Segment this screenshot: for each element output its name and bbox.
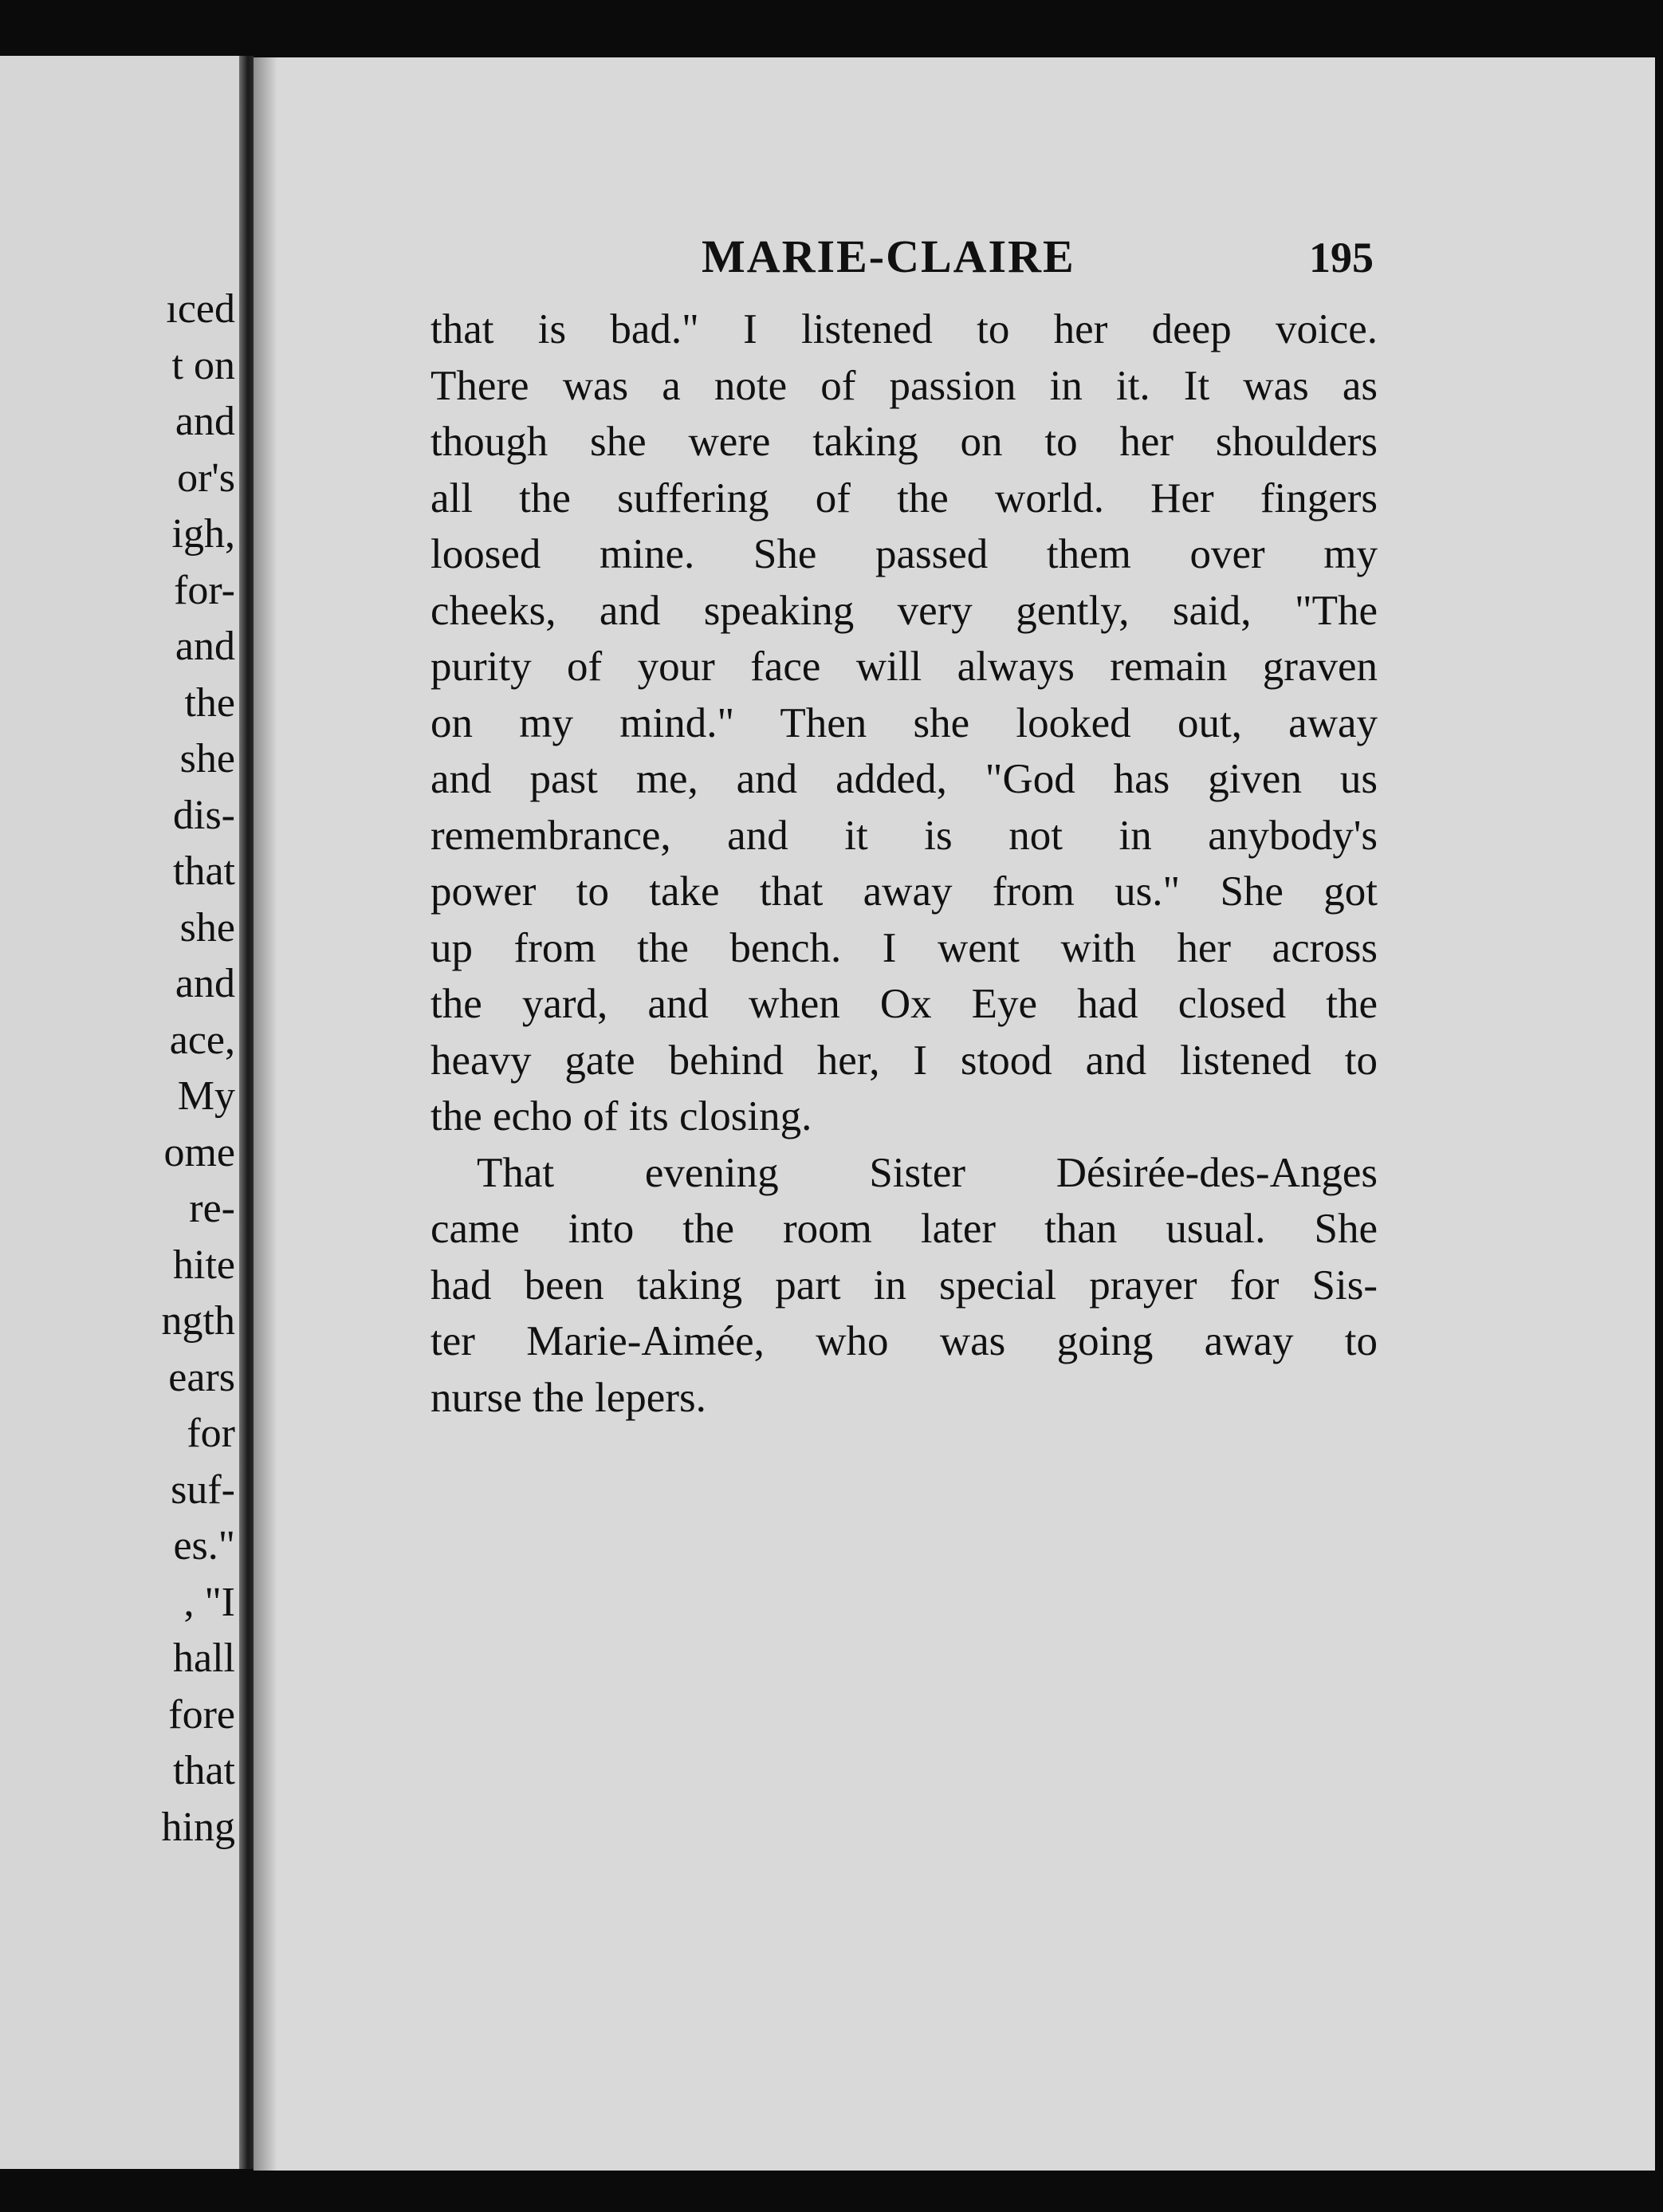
left-page-line: for-	[174, 567, 235, 613]
text-line: came into the room later than usual. She	[430, 1206, 1378, 1252]
text-line: cheeks, and speaking very gently, said, "The	[430, 587, 1378, 634]
left-page-line: ears	[168, 1354, 235, 1400]
text-line: ter Marie-Aimée, who was going away to	[430, 1318, 1378, 1364]
text-line: heavy gate behind her, I stood and listened to	[430, 1037, 1378, 1084]
text-line: nurse the lepers.	[430, 1374, 706, 1421]
left-page-line: dis-	[173, 792, 235, 838]
left-page-line: es."	[173, 1523, 235, 1568]
text-line: on my mind." Then she looked out, away	[430, 699, 1378, 746]
left-page-line: igh,	[171, 511, 235, 557]
text-line: the yard, and when Ox Eye had closed the	[430, 981, 1378, 1027]
left-page-line: re-	[189, 1186, 235, 1231]
left-page-line: My	[177, 1073, 235, 1119]
gutter-shadow	[254, 57, 277, 2171]
left-page-line: hall	[173, 1635, 235, 1681]
text-line: and past me, and added, "God has given us	[430, 756, 1378, 802]
left-page-line: ıced	[166, 286, 235, 332]
left-page-line: fore	[168, 1691, 235, 1738]
left-page-line: the	[184, 679, 235, 726]
left-page-line: she	[179, 736, 235, 781]
left-page-line: ace,	[169, 1017, 235, 1063]
body-text	[430, 301, 1378, 1426]
left-page	[0, 56, 239, 2169]
left-page-line: t on	[171, 342, 235, 388]
text-line: all the suffering of the world. Her fingers	[430, 474, 1378, 522]
left-page-line: and	[175, 961, 235, 1006]
text-line: though she were taking on to her shoulders	[430, 419, 1378, 465]
left-page-line: that	[173, 848, 235, 894]
text-line: power to take that away from us." She got	[430, 868, 1378, 915]
text-line: the echo of its closing.	[430, 1093, 812, 1139]
left-page-line: for	[187, 1411, 235, 1456]
text-line: that is bad." I listened to her deep voice.	[430, 306, 1378, 352]
left-page-line: suf-	[171, 1466, 235, 1513]
text-line: There was a note of passion in it. It was as	[430, 362, 1378, 409]
text-line: purity of your face will always remain graven	[430, 644, 1378, 690]
left-page-line: and	[175, 399, 235, 444]
left-page-line: , "I	[183, 1579, 235, 1625]
text-line: remembrance, and it is not in anybody's	[430, 812, 1378, 859]
paragraph-2	[430, 1145, 1378, 1427]
left-page-line: and	[175, 624, 235, 669]
left-page-line: she	[179, 904, 235, 951]
left-page-line: hite	[173, 1242, 235, 1288]
left-page-line: hing	[161, 1804, 235, 1850]
left-page-line: or's	[177, 455, 235, 501]
text-line: up from the bench. I went with her across	[430, 924, 1378, 971]
left-page-line: ome	[163, 1129, 235, 1175]
text-line: had been taking part in special prayer for Sis-	[430, 1261, 1378, 1309]
running-head: MARIE-CLAIRE	[702, 230, 1075, 282]
book-gutter	[239, 56, 254, 2169]
page-number: 195	[1309, 234, 1374, 281]
text-line: loosed mine. She passed them over my	[430, 531, 1378, 577]
text-line: That evening Sister Désirée-des-Anges	[477, 1149, 1378, 1196]
left-page-line: ngth	[161, 1298, 235, 1344]
left-page-line: that	[173, 1748, 235, 1793]
paragraph-1	[430, 301, 1378, 1145]
